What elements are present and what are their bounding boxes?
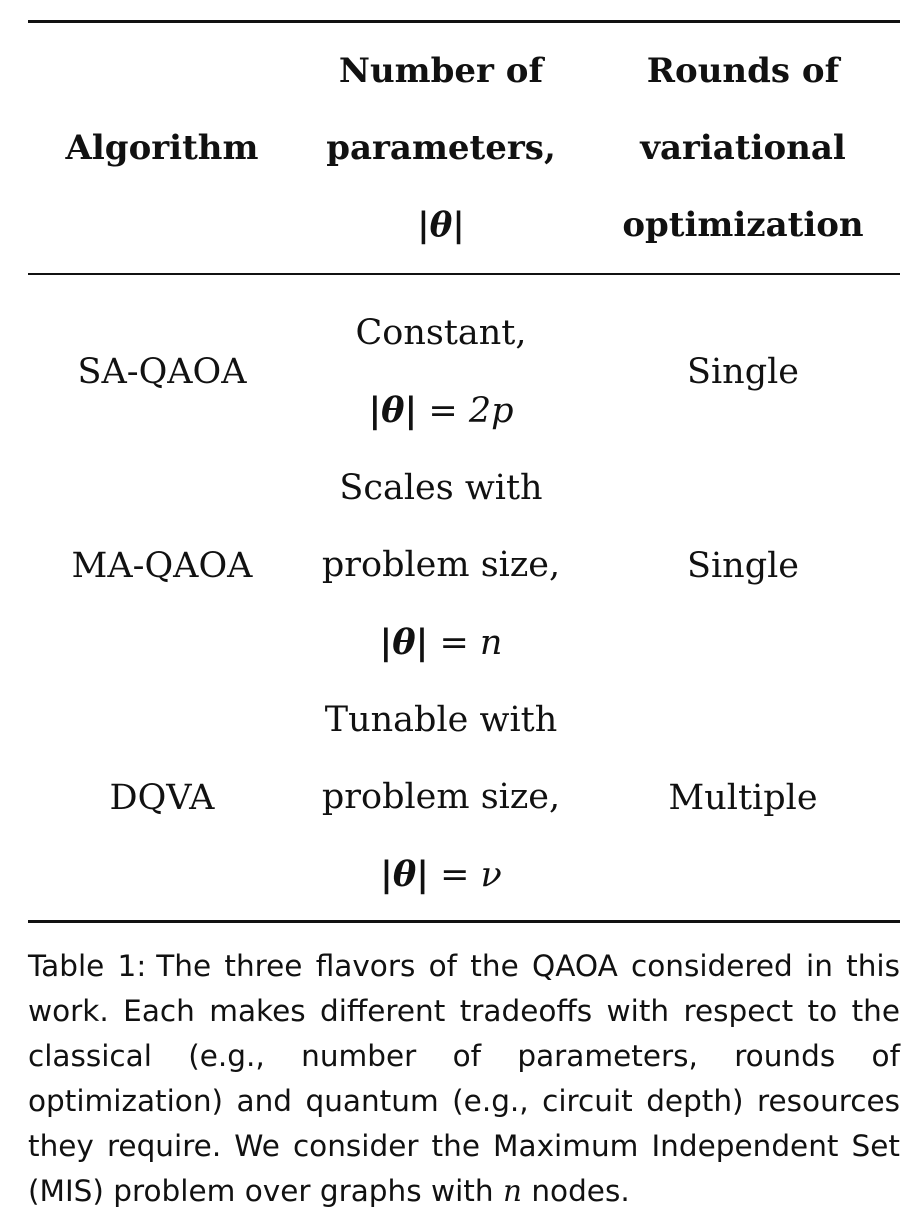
qaoa-flavors-table-body bbox=[28, 295, 900, 914]
cell-rounds: Single bbox=[686, 545, 800, 586]
formula-rhs: n bbox=[479, 623, 503, 663]
cell-algorithm: SA-QAOA bbox=[77, 352, 247, 392]
cell-parameters bbox=[296, 682, 586, 914]
header-algorithm: Algorithm bbox=[65, 127, 259, 168]
formula-rhs: 2p bbox=[468, 391, 514, 431]
bottom-rule bbox=[28, 920, 900, 923]
header-params-symbol: |θ| bbox=[417, 204, 465, 245]
formula-op: = bbox=[428, 623, 480, 663]
params-formula bbox=[296, 372, 586, 450]
cell-rounds: Single bbox=[686, 352, 800, 392]
header-rounds-of-optimization bbox=[586, 23, 900, 273]
comparison-table-container bbox=[28, 20, 900, 923]
table-row-dqva bbox=[28, 682, 900, 914]
table-caption bbox=[28, 944, 900, 1214]
table-row-sa-qaoa bbox=[28, 295, 900, 450]
cell-parameters bbox=[296, 295, 586, 450]
formula-lhs: |θ| bbox=[379, 622, 429, 663]
header-number-of-parameters bbox=[296, 23, 586, 273]
header-params-line-1: Number of bbox=[338, 50, 544, 91]
header-rounds-line-1: Rounds of bbox=[646, 50, 840, 91]
table-header-row bbox=[28, 23, 900, 273]
formula-lhs: |θ| bbox=[380, 854, 429, 895]
cell-algorithm: MA-QAOA bbox=[71, 545, 253, 586]
header-rounds-line-3: optimization bbox=[622, 204, 864, 245]
formula-op: = bbox=[417, 391, 469, 431]
cell-algorithm: DQVA bbox=[109, 777, 215, 818]
qaoa-flavors-table bbox=[28, 23, 900, 273]
params-formula bbox=[296, 836, 586, 914]
caption-text: The three flavors of the QAOA considered in this work. Each makes different tradeoffs with respect to the classical (e.g., number of parameters, rounds of optimization) and quantum (e.g., circuit depth) resources they require. We consider the Maximum Independent Set (MIS) problem over graphs with bbox=[28, 949, 901, 1208]
header-params-line-2: parameters, bbox=[326, 127, 556, 168]
params-line: problem size, bbox=[321, 777, 561, 817]
params-line: problem size, bbox=[321, 545, 561, 585]
caption-variable: n bbox=[502, 1174, 522, 1208]
params-formula bbox=[296, 604, 586, 682]
cell-rounds: Multiple bbox=[668, 777, 818, 818]
header-rounds-line-2: variational bbox=[640, 127, 846, 168]
formula-rhs: ν bbox=[480, 855, 502, 895]
table-row-ma-qaoa bbox=[28, 450, 900, 682]
caption-text-end: nodes. bbox=[521, 1174, 630, 1208]
formula-op: = bbox=[428, 855, 481, 895]
caption-label: Table 1: bbox=[28, 949, 147, 983]
params-line: Tunable with bbox=[324, 700, 558, 740]
cell-parameters bbox=[296, 450, 586, 682]
formula-lhs: |θ| bbox=[368, 390, 418, 431]
params-line: Scales with bbox=[339, 468, 543, 508]
params-line: Constant, bbox=[355, 313, 527, 353]
